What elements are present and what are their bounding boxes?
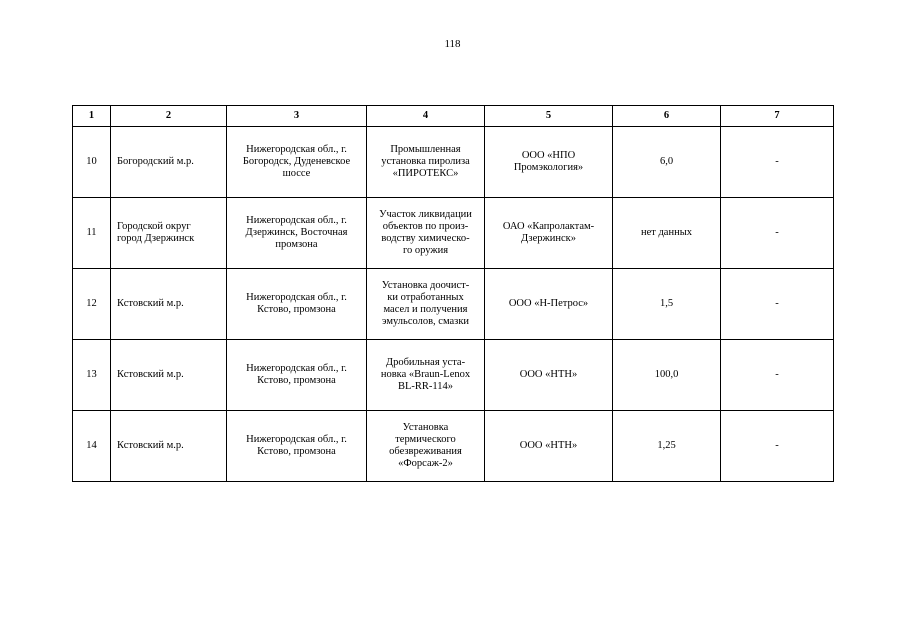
header-col-4: 4 xyxy=(367,106,485,127)
col7-cell: - xyxy=(721,127,834,198)
table-row xyxy=(73,198,834,269)
object-cell xyxy=(367,411,485,482)
row-number: 14 xyxy=(73,411,111,482)
col7-cell: - xyxy=(721,198,834,269)
object-text: Установка доочист- ки отработанных масел и получения эмульсолов, смазки xyxy=(381,280,470,327)
district-text: Кстовский м.р. xyxy=(117,298,184,309)
location-text: Нижегородская обл., г. Дзержинск, Восточная промзона xyxy=(245,215,348,250)
header-col-3: 3 xyxy=(227,106,367,127)
col7-cell: - xyxy=(721,269,834,340)
location-cell xyxy=(227,411,367,482)
district-text: Богородский м.р. xyxy=(117,156,194,167)
col7-cell: - xyxy=(721,340,834,411)
district-text: Кстовский м.р. xyxy=(117,369,184,380)
object-text: Промышленная установка пиролиза «ПИРОТЕКС» xyxy=(381,144,470,179)
owner-text: ООО «НТН» xyxy=(519,440,578,451)
district-cell xyxy=(111,198,227,269)
location-cell xyxy=(227,127,367,198)
district-cell xyxy=(111,340,227,411)
district-cell xyxy=(111,127,227,198)
table-header xyxy=(73,106,834,127)
object-cell xyxy=(367,198,485,269)
district-cell xyxy=(111,411,227,482)
owner-cell xyxy=(485,198,613,269)
location-cell xyxy=(227,340,367,411)
row-number: 11 xyxy=(73,198,111,269)
location-text: Нижегородская обл., г. Кстово, промзона xyxy=(246,434,347,457)
object-cell xyxy=(367,127,485,198)
header-row xyxy=(73,106,834,127)
capacity-cell: нет данных xyxy=(613,198,721,269)
district-text: Городской округ город Дзержинск xyxy=(117,221,195,244)
location-text: Нижегородская обл., г. Богородск, Дуденевское шоссе xyxy=(242,144,351,179)
district-cell xyxy=(111,269,227,340)
object-text: Дробильная уста- новка «Braun-Lenox BL-RR-114» xyxy=(380,357,471,392)
table-row xyxy=(73,340,834,411)
data-table xyxy=(72,105,834,482)
table-row xyxy=(73,127,834,198)
object-cell xyxy=(367,269,485,340)
header-col-6: 6 xyxy=(613,106,721,127)
owner-text: ООО «НПО Промэкология» xyxy=(513,150,584,173)
row-number: 12 xyxy=(73,269,111,340)
capacity-cell: 1,5 xyxy=(613,269,721,340)
object-text: Установка термического обезвреживания «Форсаж-2» xyxy=(389,422,462,469)
owner-text: ОАО «Капролактам- Дзержинск» xyxy=(502,221,595,244)
location-cell xyxy=(227,198,367,269)
row-number: 10 xyxy=(73,127,111,198)
header-col-5: 5 xyxy=(485,106,613,127)
owner-cell xyxy=(485,127,613,198)
object-cell xyxy=(367,340,485,411)
capacity-cell: 6,0 xyxy=(613,127,721,198)
table-row xyxy=(73,411,834,482)
district-text: Кстовский м.р. xyxy=(117,440,184,451)
page-number: 118 xyxy=(444,38,461,50)
table-body xyxy=(73,127,834,482)
table-row xyxy=(73,269,834,340)
location-text: Нижегородская обл., г. Кстово, промзона xyxy=(246,292,347,315)
header-col-2: 2 xyxy=(111,106,227,127)
header-col-7: 7 xyxy=(721,106,834,127)
col7-cell: - xyxy=(721,411,834,482)
capacity-cell: 1,25 xyxy=(613,411,721,482)
object-text: Участок ликвидации объектов по произ- водству химическо- го оружия xyxy=(379,209,472,256)
owner-cell xyxy=(485,340,613,411)
owner-text: ООО «Н-Петрос» xyxy=(508,298,589,309)
owner-cell xyxy=(485,411,613,482)
owner-cell xyxy=(485,269,613,340)
row-number: 13 xyxy=(73,340,111,411)
capacity-cell: 100,0 xyxy=(613,340,721,411)
owner-text: ООО «НТН» xyxy=(519,369,578,380)
location-text: Нижегородская обл., г. Кстово, промзона xyxy=(246,363,347,386)
header-col-1: 1 xyxy=(73,106,111,127)
location-cell xyxy=(227,269,367,340)
